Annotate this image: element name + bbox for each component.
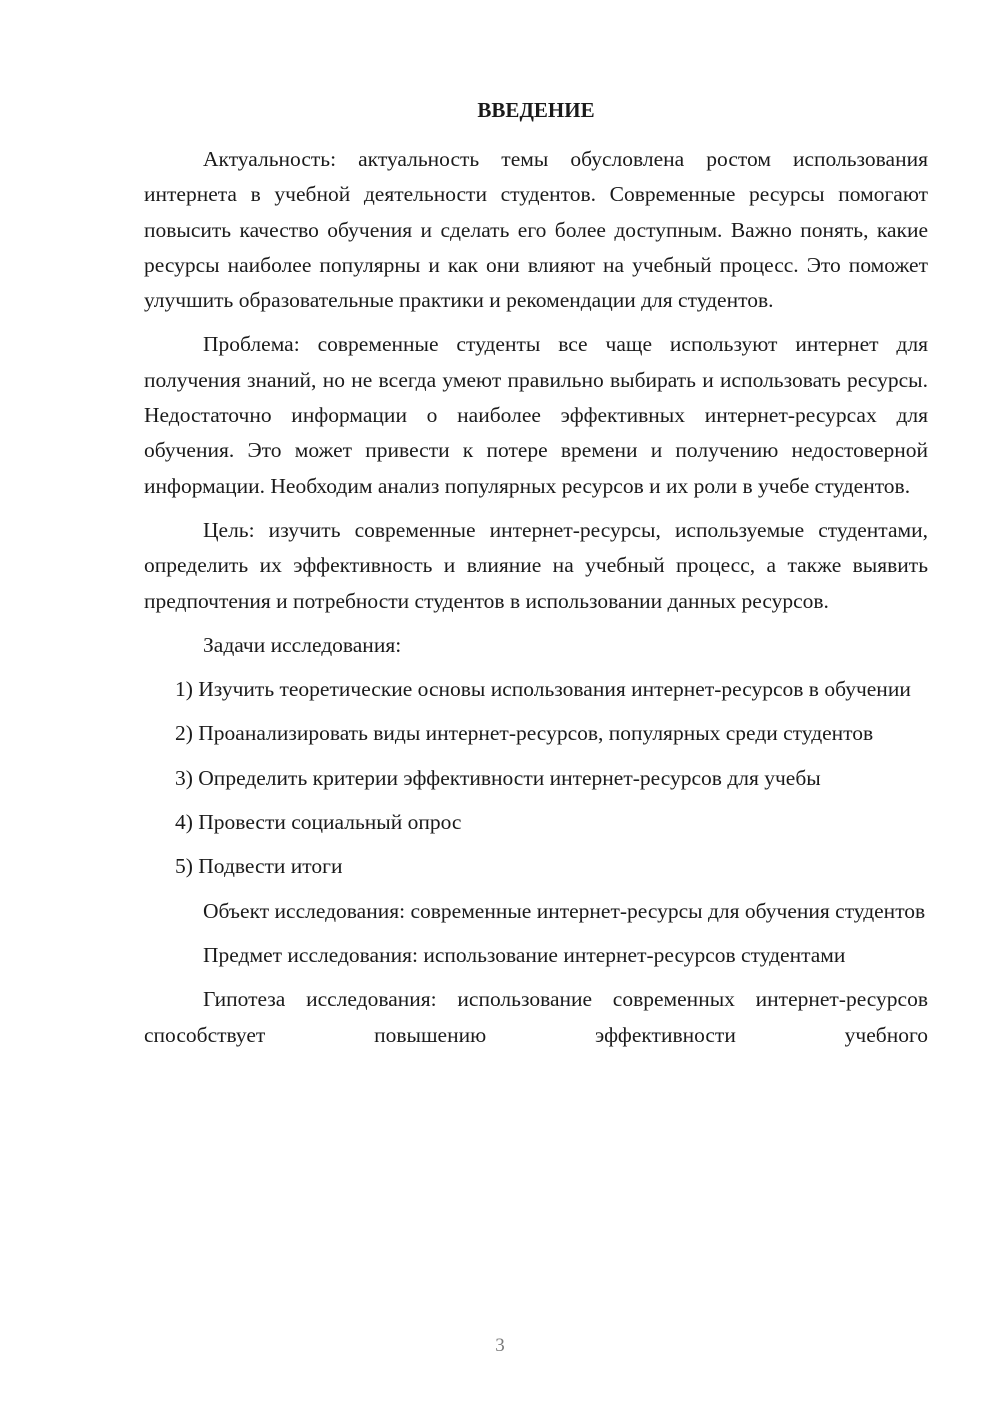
- object-paragraph: Объект исследования: современные интернет-ресурсы для обучения студентов: [203, 898, 926, 923]
- page-content: [144, 92, 928, 1062]
- task-item-1: 1) Изучить теоретические основы использования интернет-ресурсов в обучении: [175, 677, 911, 702]
- relevance-paragraph: Актуальность: актуальность темы обусловлена ростом использования интернета в учебной деятельности студентов. Современные ресурсы помогают повысить качество обучения и сделать его более доступным. Важно понять, какие ресурсы наиболее популярны и как они влияют на учебный процесс. Это поможет улучшить образовательные практики и рекомендации для студентов.: [144, 147, 928, 313]
- task-item-5: 5) Подвести итоги: [175, 854, 343, 879]
- task-item-4: 4) Провести социальный опрос: [175, 810, 462, 835]
- hypothesis-paragraph: Гипотеза исследования: использование современных интернет-ресурсов способствует повышению эффективности учебного: [144, 987, 928, 1047]
- tasks-heading: Задачи исследования:: [203, 632, 402, 657]
- goal-paragraph: Цель: изучить современные интернет-ресурсы, используемые студентами, определить их эффективность и влияние на учебный процесс, а также выявить предпочтения и потребности студентов в использовании данных ресурсов.: [144, 517, 928, 613]
- task-item-3: 3) Определить критерии эффективности интернет-ресурсов для учебы: [175, 765, 821, 790]
- task-item-2: 2) Проанализировать виды интернет-ресурсов, популярных среди студентов: [175, 721, 874, 746]
- section-title: ВВЕДЕНИЕ: [477, 98, 595, 122]
- subject-paragraph: Предмет исследования: использование интернет-ресурсов студентами: [203, 942, 846, 967]
- page-number: 3: [495, 1335, 505, 1356]
- problem-paragraph: Проблема: современные студенты все чаще используют интернет для получения знаний, но не всегда умеют правильно выбирать и использовать ресурсы. Недостаточно информации о наиболее эффективных интернет-ресурсах для обучения. Это может привести к потере времени и получению недостоверной информации. Необходим анализ популярных ресурсов и их роли в учебе студентов.: [144, 332, 928, 498]
